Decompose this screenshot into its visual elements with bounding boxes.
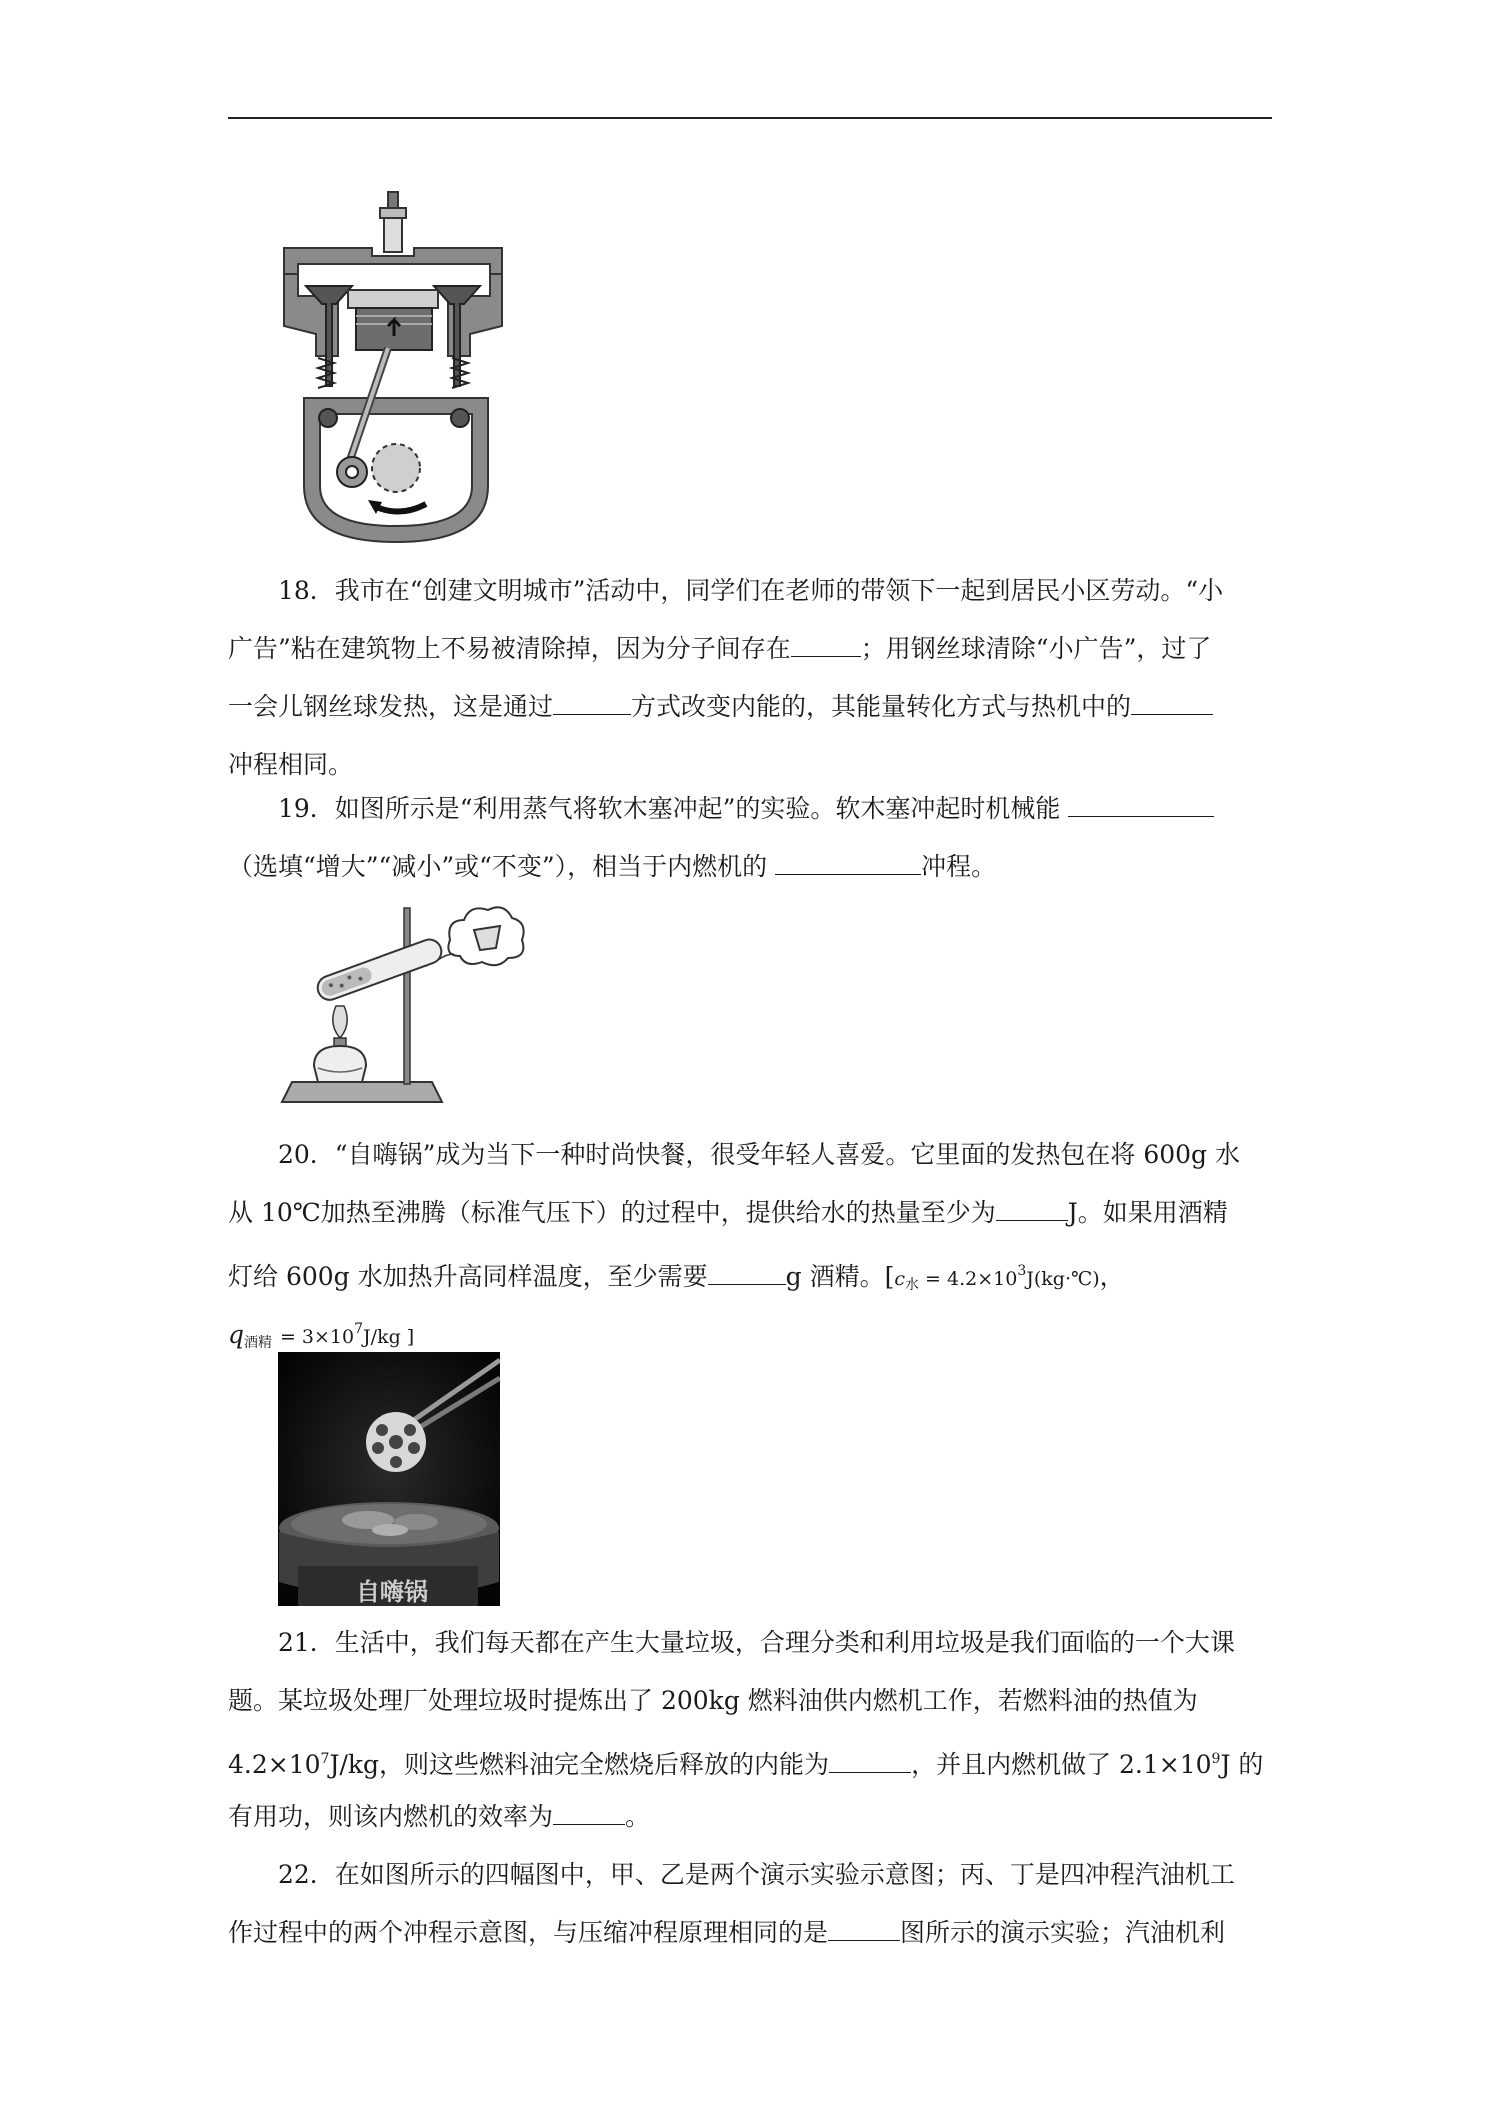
- q21-line3a: 4.2×10: [228, 1750, 321, 1779]
- q21-line3b: J/kg，则这些燃料油完全燃烧后释放的内能为: [329, 1750, 830, 1779]
- answer-blank[interactable]: [996, 1198, 1068, 1221]
- q22-line2b: 图所示的演示实验；汽油机利: [900, 1918, 1226, 1947]
- q18-line3b: 方式改变内能的，其能量转化方式与热机中的: [631, 692, 1132, 721]
- specific-heat-unit: J(kg·℃): [1026, 1268, 1100, 1290]
- question-19: [228, 780, 1272, 896]
- q22-line1: 22．在如图所示的四幅图中，甲、乙是两个演示实验示意图；丙、丁是四冲程汽油机工: [278, 1860, 1235, 1889]
- pot-label: 自嗨锅: [356, 1578, 428, 1606]
- answer-blank[interactable]: [1131, 692, 1213, 715]
- q20-line2b: J。如果用酒精: [1067, 1198, 1228, 1227]
- q19-line1: 19．如图所示是“利用蒸气将软木塞冲起”的实验。软木塞冲起时机械能: [278, 794, 1061, 823]
- heat-value-symbol: q: [228, 1320, 245, 1349]
- self-heating-pot-photo: [278, 1352, 500, 1606]
- specific-heat-value: = 4.2×10: [925, 1268, 1018, 1290]
- answer-blank[interactable]: [775, 852, 921, 875]
- q18-line2a: 广告”粘在建筑物上不易被清除掉，因为分子间存在: [228, 634, 791, 663]
- q22-line2a: 作过程中的两个冲程示意图，与压缩冲程原理相同的是: [228, 1918, 829, 1947]
- steam-cork-diagram: [278, 896, 528, 1116]
- q18-line4: 冲程相同。: [228, 750, 354, 779]
- heat-value-value: = 3×10: [279, 1326, 355, 1348]
- q21-line1: 21．生活中，我们每天都在产生大量垃圾，合理分类和利用垃圾是我们面临的一个大课: [278, 1628, 1235, 1657]
- q20-line1: 20．“自嗨锅”成为当下一种时尚快餐，很受年轻人喜爱。它里面的发热包在将 600g 水: [278, 1140, 1240, 1169]
- question-21: [228, 1614, 1272, 1846]
- q18-line3a: 一会儿钢丝球发热，这是通过: [228, 692, 554, 721]
- answer-blank[interactable]: [1068, 794, 1214, 817]
- answer-blank[interactable]: [829, 1750, 911, 1773]
- question-18: [228, 562, 1272, 794]
- engine-diagram: [276, 186, 532, 556]
- q20-line2a: 从 10℃加热至沸腾（标准气压下）的过程中，提供给水的热量至少为: [228, 1198, 996, 1227]
- question-22: [228, 1846, 1272, 1962]
- q20-line3a: 灯给 600g 水加热升高同样温度，至少需要: [228, 1262, 708, 1291]
- heat-value-exponent: 7: [354, 1321, 364, 1337]
- q19-line2b: 冲程。: [921, 852, 997, 881]
- q21-line4a: 有用功，则该内燃机的效率为: [228, 1802, 554, 1831]
- specific-heat-subscript: 水: [905, 1277, 919, 1293]
- q21-line3d: J 的: [1220, 1750, 1264, 1779]
- heat-value-unit: J/kg ]: [363, 1326, 415, 1348]
- q20-comma: ，: [1099, 1262, 1125, 1291]
- specific-heat-symbol: c: [894, 1268, 905, 1290]
- q20-line3b: g 酒精。[: [785, 1262, 895, 1291]
- q21-exp1: 7: [320, 1751, 330, 1767]
- answer-blank[interactable]: [553, 1802, 625, 1825]
- q19-line2a: （选填“增大”“减小”或“不变”），相当于内燃机的: [228, 852, 768, 881]
- q21-exp2: 9: [1211, 1751, 1221, 1767]
- answer-blank[interactable]: [828, 1918, 900, 1941]
- answer-blank[interactable]: [708, 1262, 786, 1285]
- q21-line4b: 。: [625, 1802, 651, 1831]
- q21-line2: 题。某垃圾处理厂处理垃圾时提炼出了 200kg 燃料油供内燃机工作，若燃料油的热值为: [228, 1686, 1198, 1715]
- answer-blank[interactable]: [791, 634, 861, 657]
- answer-blank[interactable]: [553, 692, 631, 715]
- q21-line3c: ，并且内燃机做了 2.1×10: [911, 1750, 1212, 1779]
- q18-line2b: ；用钢丝球清除“小广告”，过了: [860, 634, 1212, 663]
- heat-value-subscript: 酒精: [244, 1335, 273, 1351]
- question-20: [228, 1126, 1272, 1358]
- specific-heat-exponent: 3: [1017, 1263, 1027, 1279]
- header-rule: [228, 117, 1272, 119]
- q18-line1: 18．我市在“创建文明城市”活动中，同学们在老师的带领下一起到居民小区劳动。“小: [278, 576, 1224, 605]
